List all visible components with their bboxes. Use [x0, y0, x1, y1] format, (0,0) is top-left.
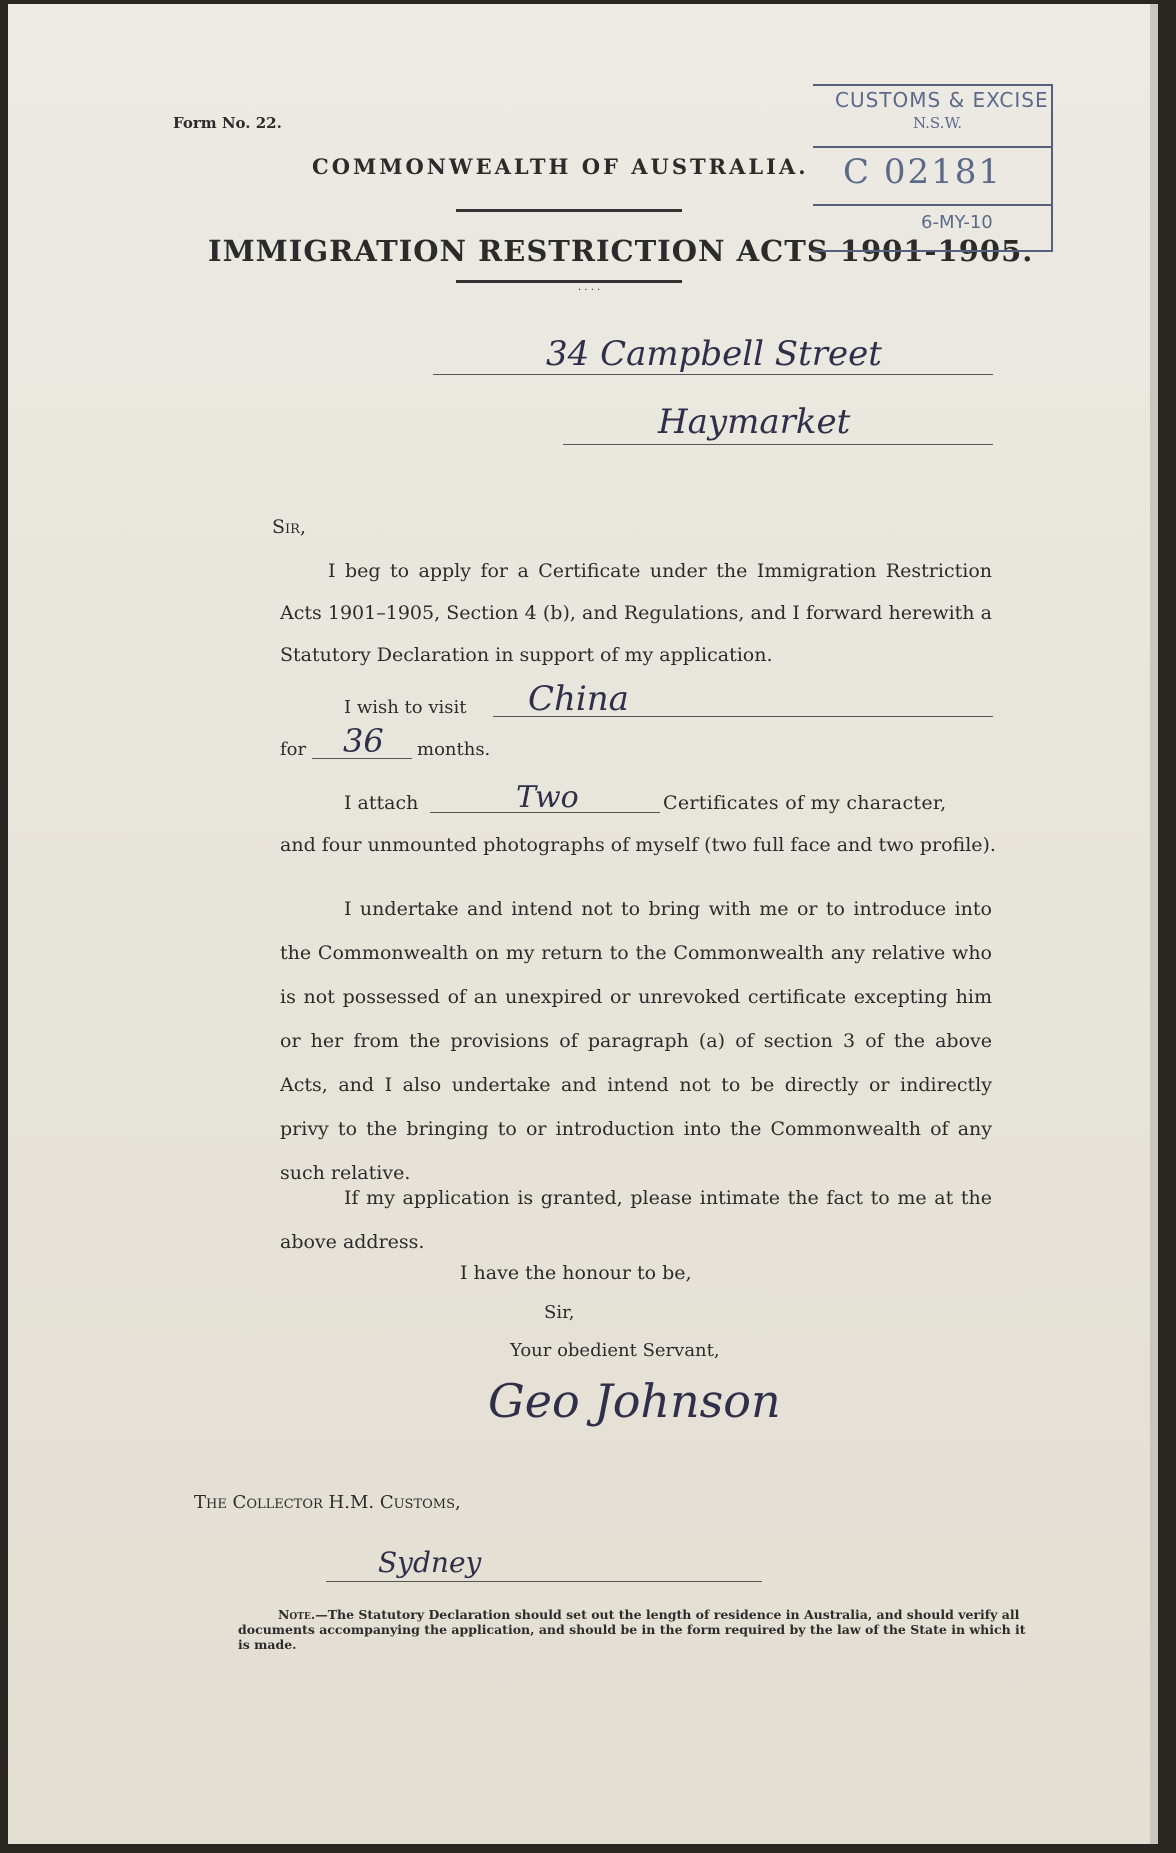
- notification-paragraph: If my application is granted, please intimate the fact to me at the above address.: [280, 1187, 992, 1253]
- attach-count: Two: [516, 780, 579, 815]
- undertaking-paragraph: I undertake and intend not to bring with me or to introduce into the Commonwealth on my return to the Commonwealth any relative who is not possessed of an unexpired or unrevoked certificate excepting him or her from the provisions of paragraph (a) of section 3 of the above Acts, and I also undertake and intend not to be directly or indirectly privy to the bringing to or introduction into the Commonwealth of any such relative.: [280, 898, 992, 1184]
- footnote-text: —The Statutory Declaration should set out the length of residence in Australia, and should verify all documents accompanying the application, and should be in the form required by the law of the State in which it is made.: [238, 1607, 1026, 1652]
- address-line-2-rule: [563, 444, 993, 445]
- photographs-text: and four unmounted photographs of myself (two full face and two profile).: [280, 834, 996, 856]
- stamp-title: CUSTOMS & EXCISE: [835, 88, 1049, 112]
- application-form-document: [8, 4, 1158, 1844]
- visit-label: I wish to visit: [344, 697, 467, 718]
- visit-destination: China: [528, 679, 629, 719]
- footnote-lead: Note.: [278, 1607, 316, 1622]
- heading-rule-bottom: [456, 280, 682, 283]
- months-value: 36: [343, 722, 384, 760]
- application-paragraph: I beg to apply for a Certificate under the Immigration Restriction Acts 1901–1905, Section 4 (b), and Regulations, and I forward herewith a Statutory Declaration in support of my application.: [280, 560, 992, 666]
- footnote: [238, 1607, 1038, 1652]
- stamp-state: N.S.W.: [913, 114, 963, 132]
- heading-rule-top: [456, 209, 682, 212]
- stamp-date: 6-MY-10: [921, 212, 993, 233]
- stamp-divider: [813, 204, 1053, 206]
- closing-sir: Sir,: [544, 1302, 575, 1323]
- months-label: months.: [417, 739, 491, 760]
- addressee-location: Sydney: [378, 1546, 482, 1579]
- signature: Geo Johnson: [488, 1374, 781, 1428]
- customs-stamp: [813, 84, 1058, 256]
- attach-certificates-text: Certificates of my character,: [663, 792, 947, 814]
- addressee-location-rule: [326, 1581, 762, 1582]
- form-subheading: IMMIGRATION RESTRICTION ACTS 1901-1905.: [208, 234, 1034, 268]
- closing-honour: I have the honour to be,: [460, 1262, 692, 1284]
- for-label: for: [280, 739, 307, 760]
- attach-label: I attach: [344, 792, 419, 814]
- stamp-number: C 02181: [843, 152, 1002, 192]
- addressee-title: The Collector H.M. Customs,: [194, 1492, 461, 1513]
- stamp-divider: [813, 146, 1053, 148]
- address-line-2: Haymarket: [658, 402, 851, 442]
- address-line-1: 34 Campbell Street: [546, 334, 882, 374]
- ornament-dots: · · · ·: [578, 285, 601, 296]
- closing-servant: Your obedient Servant,: [510, 1340, 720, 1361]
- form-number: Form No. 22.: [173, 114, 282, 132]
- form-heading: COMMONWEALTH OF AUSTRALIA.: [312, 154, 809, 179]
- address-line-1-rule: [433, 374, 993, 375]
- salutation: Sir,: [272, 516, 306, 538]
